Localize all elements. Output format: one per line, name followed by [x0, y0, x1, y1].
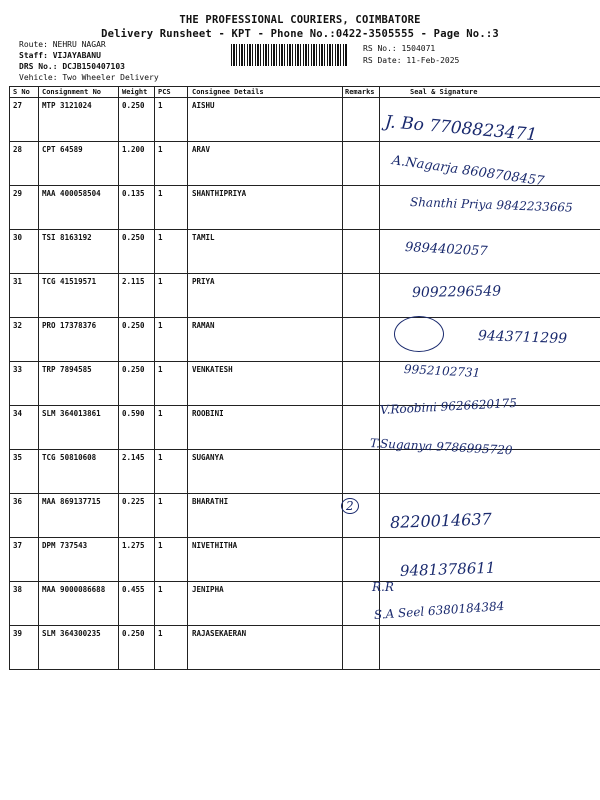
handwritten-signature: V.Roobini 9626620175	[379, 395, 518, 417]
cell-weight: 0.250	[119, 230, 155, 274]
cell-remarks	[343, 450, 380, 494]
cell-pcs: 1	[155, 98, 188, 142]
cell-sno: 33	[10, 362, 39, 406]
table-row	[10, 494, 600, 538]
document-subtitle: Delivery Runsheet - KPT - Phone No.:0422-3505555 - Page No.:3	[101, 28, 499, 40]
cell-weight: 0.135	[119, 186, 155, 230]
cell-consignee: SHANTHIPRIYA	[188, 186, 343, 230]
cell-consignment: MAA 869137715	[39, 494, 119, 538]
cell-pcs: 1	[155, 450, 188, 494]
handwritten-signature: 9443711299	[477, 328, 568, 348]
rs-date: RS Date: 11-Feb-2025	[363, 56, 460, 65]
cell-sno: 28	[10, 142, 39, 186]
cell-consignee: TAMIL	[188, 230, 343, 274]
col-weight-header: Weight	[119, 87, 155, 98]
cell-weight: 0.250	[119, 362, 155, 406]
cell-weight: 0.590	[119, 406, 155, 450]
cell-sno: 32	[10, 318, 39, 362]
col-consignee-header: Consignee Details	[188, 87, 343, 98]
cell-consignment: MAA 400058504	[39, 186, 119, 230]
cell-consignee: RAMAN	[188, 318, 343, 362]
rs-number: RS No.: 1504071	[363, 44, 436, 53]
cell-weight: 2.145	[119, 450, 155, 494]
handwritten-signature: 9952102731	[403, 362, 481, 380]
cell-consignee: ARAV	[188, 142, 343, 186]
cell-consignment: CPT 64589	[39, 142, 119, 186]
vehicle-label: Vehicle: Two Wheeler Delivery	[19, 73, 159, 82]
cell-sno: 38	[10, 582, 39, 626]
cell-weight: 0.250	[119, 98, 155, 142]
cell-consignee: VENKATESH	[188, 362, 343, 406]
cell-weight: 2.115	[119, 274, 155, 318]
cell-weight: 0.250	[119, 626, 155, 670]
cell-remarks	[343, 274, 380, 318]
table-row	[10, 230, 600, 274]
cell-consignment: PRO 17378376	[39, 318, 119, 362]
cell-sno: 27	[10, 98, 39, 142]
cell-weight: 0.250	[119, 318, 155, 362]
handwritten-signature: 8220014637	[389, 509, 493, 532]
cell-sno: 30	[10, 230, 39, 274]
cell-pcs: 1	[155, 318, 188, 362]
handwritten-circle-mark: 2	[341, 498, 359, 514]
cell-seal	[380, 626, 600, 670]
cell-pcs: 1	[155, 582, 188, 626]
cell-sno: 34	[10, 406, 39, 450]
cell-consignee: SUGANYA	[188, 450, 343, 494]
drs-label: DRS No.: DCJB150407103	[19, 62, 125, 71]
cell-consignment: MTP 3121024	[39, 98, 119, 142]
cell-consignment: TCG 50810608	[39, 450, 119, 494]
cell-consignment: DPM 737543	[39, 538, 119, 582]
cell-remarks	[343, 186, 380, 230]
cell-consignee: NIVETHITHA	[188, 538, 343, 582]
signature-scribble	[394, 316, 444, 352]
col-sno-header: S No	[10, 87, 39, 98]
handwritten-signature: 9894402057	[404, 240, 488, 260]
cell-pcs: 1	[155, 538, 188, 582]
cell-sno: 35	[10, 450, 39, 494]
cell-sno: 37	[10, 538, 39, 582]
cell-weight: 1.275	[119, 538, 155, 582]
cell-consignee: AISHU	[188, 98, 343, 142]
table-row	[10, 538, 600, 582]
cell-consignment: SLM 364300235	[39, 626, 119, 670]
cell-remarks	[343, 142, 380, 186]
col-seal-header: Seal & Signature	[380, 87, 600, 98]
route-label: Route: NEHRU NAGAR	[19, 40, 106, 49]
cell-pcs: 1	[155, 142, 188, 186]
table-row	[10, 626, 600, 670]
cell-consignment: MAA 9000086688	[39, 582, 119, 626]
cell-weight: 0.225	[119, 494, 155, 538]
cell-remarks	[343, 626, 380, 670]
col-pcs-header: PCS	[155, 87, 188, 98]
cell-sno: 31	[10, 274, 39, 318]
cell-remarks	[343, 98, 380, 142]
cell-pcs: 1	[155, 406, 188, 450]
cell-sno: 29	[10, 186, 39, 230]
cell-sno: 39	[10, 626, 39, 670]
cell-remarks	[343, 318, 380, 362]
cell-consignment: SLM 364013861	[39, 406, 119, 450]
handwritten-signature: J. Bo 7708823471	[384, 112, 538, 146]
cell-consignment: TSI 8163192	[39, 230, 119, 274]
barcode	[231, 44, 347, 66]
cell-weight: 1.200	[119, 142, 155, 186]
cell-pcs: 1	[155, 626, 188, 670]
cell-pcs: 1	[155, 494, 188, 538]
cell-consignment: TCG 41519571	[39, 274, 119, 318]
cell-consignment: TRP 7894585	[39, 362, 119, 406]
document-title: THE PROFESSIONAL COURIERS, COIMBATORE	[179, 14, 421, 26]
table-row	[10, 582, 600, 626]
cell-consignee: PRIYA	[188, 274, 343, 318]
cell-sno: 36	[10, 494, 39, 538]
cell-consignee: RAJASEKAERAN	[188, 626, 343, 670]
cell-pcs: 1	[155, 230, 188, 274]
col-consignment-header: Consignment No	[39, 87, 119, 98]
cell-remarks	[343, 230, 380, 274]
handwritten-signature: 9092296549	[411, 283, 502, 301]
cell-weight: 0.455	[119, 582, 155, 626]
staff-label: Staff: VIJAYABANU	[19, 51, 101, 60]
cell-consignee: BHARATHI	[188, 494, 343, 538]
table-row	[10, 274, 600, 318]
cell-pcs: 1	[155, 274, 188, 318]
cell-consignee: JENIPHA	[188, 582, 343, 626]
cell-consignee: ROOBINI	[188, 406, 343, 450]
handwritten-signature: Shanthi Priya 9842233665	[409, 195, 573, 215]
cell-pcs: 1	[155, 186, 188, 230]
handwritten-signature: S.A Seel 6380184384	[373, 598, 505, 622]
cell-remarks	[343, 538, 380, 582]
handwritten-initials: R.R	[372, 580, 394, 594]
table-header-row	[10, 87, 600, 98]
handwritten-signature: 9481378611	[399, 558, 496, 580]
cell-pcs: 1	[155, 362, 188, 406]
col-remarks-header: Remarks	[343, 87, 380, 98]
cell-remarks	[343, 362, 380, 406]
handwritten-signature: A.Nagarja 8608708457	[390, 153, 546, 190]
handwritten-signature: T.Suganya 9786995720	[369, 436, 513, 458]
